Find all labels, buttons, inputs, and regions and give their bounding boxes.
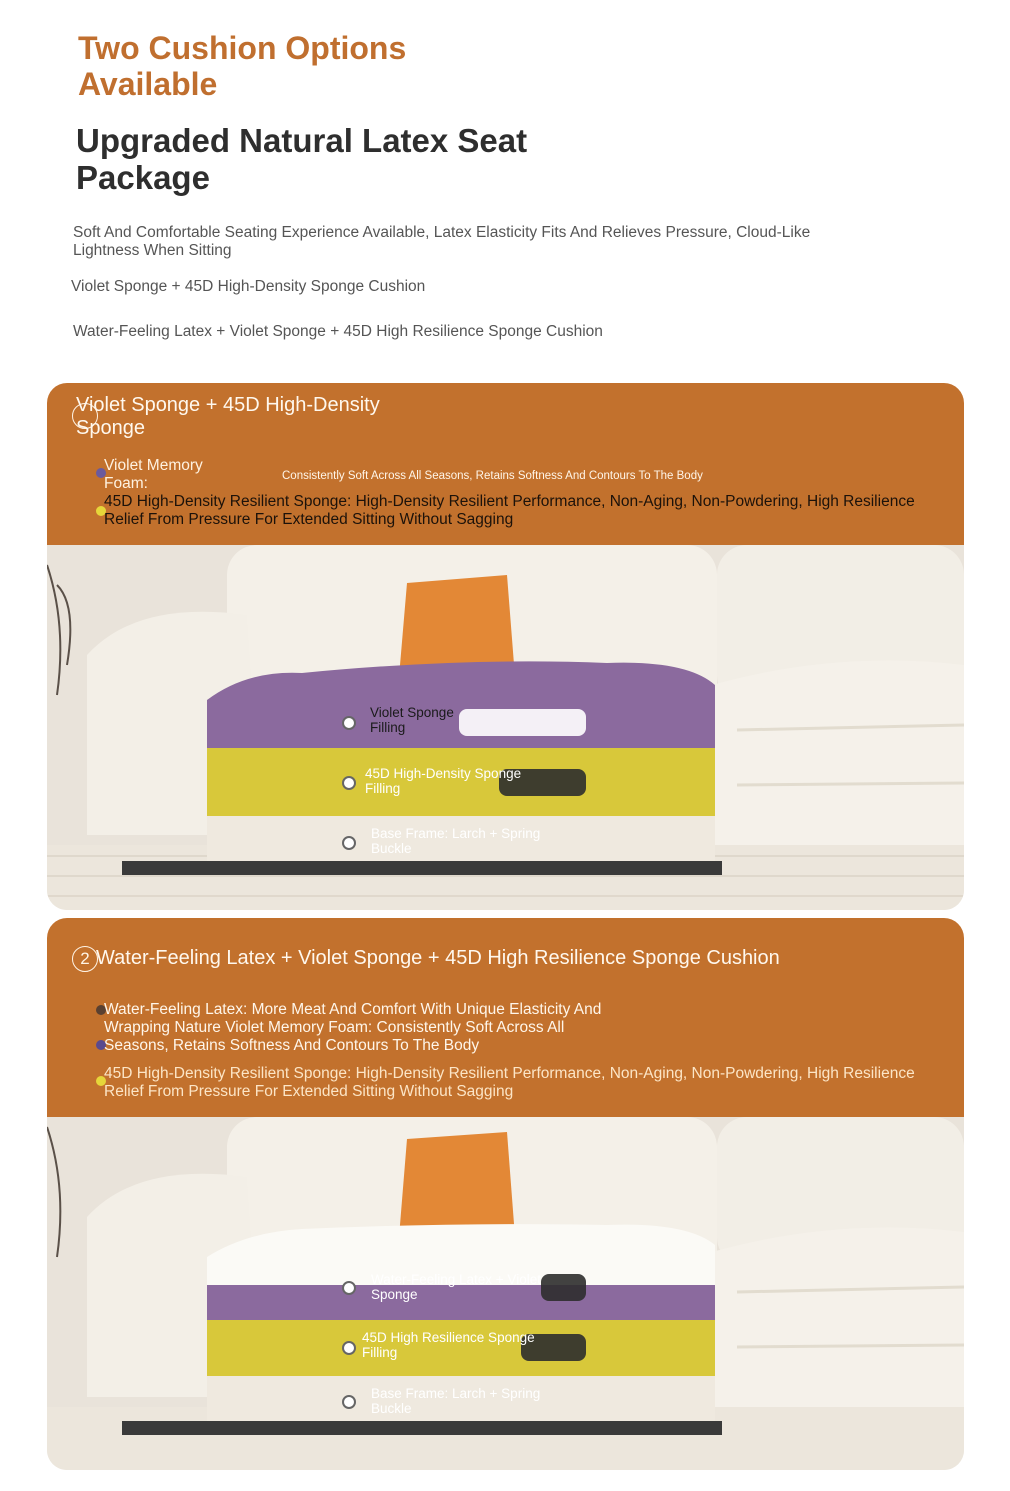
layer-marker [342,836,356,850]
card-title: Violet Sponge + 45D High-Density Sponge [76,394,380,439]
page-title: Two Cushion Options Available [78,30,407,102]
label-highlight [459,709,586,736]
layer-label: Base Frame: Larch + Spring Buckle [371,1386,541,1416]
cushion-option-card-1 [47,383,964,910]
feature-water-latex: Water-Feeling Latex: More Meat And Comfort With Unique Elasticity And Wrapping Nature Violet Memory Foam: Consistently Soft Across All Seasons, Retains Softness And Contours To The Body [104,1001,602,1054]
layer-marker [342,1341,356,1355]
option-1-label: Violet Sponge + 45D High-Density Sponge Cushion [71,278,426,295]
layer-label: Water-Feeling Latex + Violet Sponge [371,1272,541,1302]
layer-marker [342,716,356,730]
option-number-badge: 2 [72,946,98,972]
feature-violet-memory-foam: Violet Memory Foam: [104,457,203,492]
layer-label: 45D High-Density Sponge Filling [365,766,522,796]
layer-label: 45D High Resilience Sponge Filling [362,1330,535,1360]
layer-label: Violet Sponge Filling [370,705,454,735]
option-2-label: Water-Feeling Latex + Violet Sponge + 45D High Resilience Sponge Cushion [73,323,603,340]
feature-high-density-sponge: 45D High-Density Resilient Sponge: High-Density Resilient Performance, Non-Aging, Non-Powdering, High Resilience Relief From Pressure For Extended Sitting Without Sagging [104,1065,915,1100]
cushion-option-card-2 [47,918,964,1470]
feature-high-density-sponge: 45D High-Density Resilient Sponge: High-Density Resilient Performance, Non-Aging, Non-Powdering, High Resilience Relief From Pressure For Extended Sitting Without Sagging [104,493,915,528]
description: Soft And Comfortable Seating Experience Available, Latex Elasticity Fits And Relieves Pressure, Cloud-Like Lightness When Sitting [73,224,811,259]
page-subtitle: Upgraded Natural Latex Seat Package [76,122,528,196]
feature-note: Consistently Soft Across All Seasons, Retains Softness And Contours To The Body [282,470,703,482]
layer-marker [342,1281,356,1295]
layer-label: Base Frame: Larch + Spring Buckle [371,826,541,856]
layer-marker [342,776,356,790]
card-title: Water-Feeling Latex + Violet Sponge + 45D High Resilience Sponge Cushion [96,947,780,969]
layer-marker [342,1395,356,1409]
